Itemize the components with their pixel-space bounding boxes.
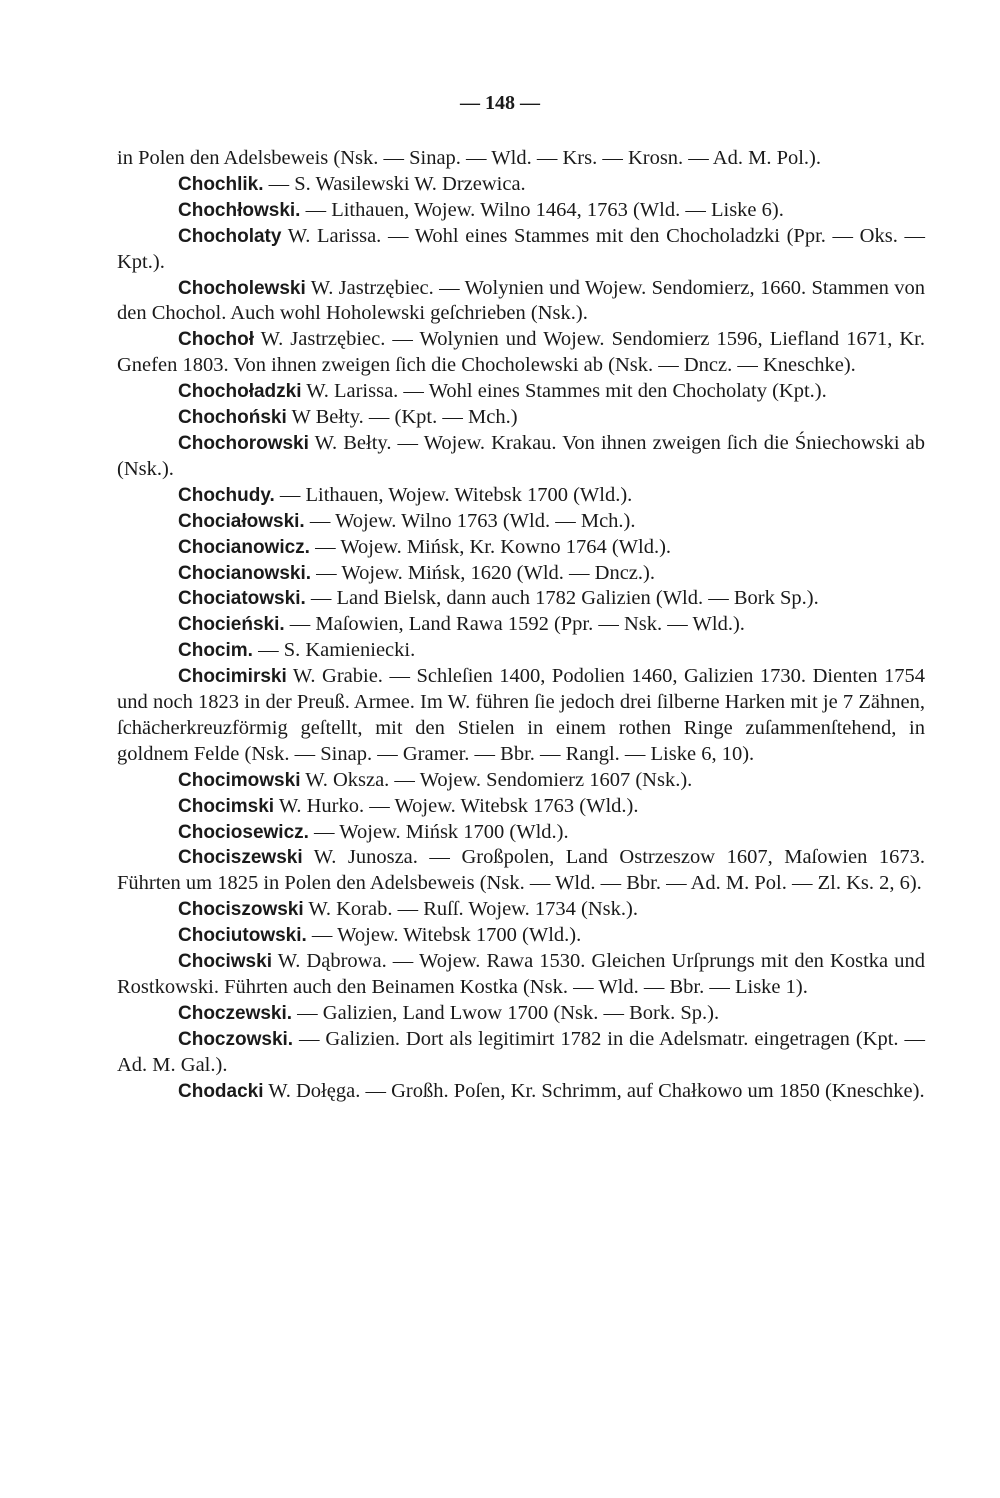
entry-text: W. Jastrzębiec. — Wolynien und Wojew. Sendomierz, 1660. Stammen von den Chochol. Auch wohl Hoholewski geſchrieben (Nsk.). xyxy=(117,276,925,325)
entry xyxy=(117,146,925,172)
entry-name: Chociutowski. xyxy=(178,925,307,947)
entry-name: Chociosewicz. xyxy=(178,821,309,843)
entry-name: Chocim. xyxy=(178,640,253,662)
entry-text: W. Dąbrowa. — Wojew. Rawa 1530. Gleichen Urſprungs mit den Kostka und Rostkowski. Führten auch den Beinamen Kostka (Nsk. — Wld. — Bbr. — Liske 1). xyxy=(117,950,925,998)
page-number: — 148 — xyxy=(460,92,540,114)
entry xyxy=(117,509,925,535)
entry xyxy=(117,405,925,431)
entry-text: W Bełty. — (Kpt. — Mch.) xyxy=(286,406,518,429)
entry-text: W. Jastrzębiec. — Wolynien und Wojew. Sendomierz 1596, Liefland 1671, Kr. Gnefen 1803. Von ihnen zweigen ſich die Chocholewski ab (Nsk. — Dncz. — Kneschke). xyxy=(117,328,925,377)
entry-name: Chochoł xyxy=(178,329,254,351)
entry xyxy=(117,768,925,794)
entry-name: Choczowski. xyxy=(178,1028,294,1050)
entry xyxy=(117,1079,925,1105)
entry-name: Chociszowski xyxy=(178,899,304,921)
entry xyxy=(117,561,925,587)
entry-text: W. Korab. — Ruſſ. Wojew. 1734 (Nsk.). xyxy=(303,898,638,921)
entry-name: Chodacki xyxy=(178,1080,264,1102)
entry-text: — Lithauen, Wojew. Witebsk 1700 (Wld.). xyxy=(274,483,633,506)
entry xyxy=(117,897,925,923)
entry-text: W. Hurko. — Wojew. Witebsk 1763 (Wld.). xyxy=(274,794,639,817)
entry xyxy=(117,535,925,561)
entry-name: Chocholaty xyxy=(178,225,282,247)
entry xyxy=(117,664,925,768)
entry xyxy=(117,638,925,664)
entry-text: — S. Kamieniecki. xyxy=(252,639,416,662)
entry-text: — Lithauen, Wojew. Wilno 1464, 1763 (Wld. — Liske 6). xyxy=(300,198,784,221)
armorial-text xyxy=(117,146,925,1105)
entry-text: — Land Bielsk, dann auch 1782 Galizien (Wld. — Bork Sp.). xyxy=(305,587,819,610)
entry-text: — Maſowien, Land Rawa 1592 (Ppr. — Nsk. — Wld.). xyxy=(284,613,745,636)
entry xyxy=(117,586,925,612)
entry-name: Chociszewski xyxy=(178,847,303,869)
entry xyxy=(117,820,925,846)
entry-text: — Wojew. Mińsk, Kr. Kowno 1764 (Wld.). xyxy=(309,535,672,558)
entry-name: Chocianowicz. xyxy=(178,536,310,558)
entry xyxy=(117,845,925,897)
entry xyxy=(117,923,925,949)
entry-text: — Wojew. Witebsk 1700 (Wld.). xyxy=(306,924,582,947)
entry-text: W. Junosza. — Großpolen, Land Ostrzeszow 1607, Maſowien 1673. Führten um 1825 in Polen den Adelsbeweis (Nsk. — Wld. — Bbr. — Ad. M. Pol. — Zl. Ks. 2, 6). xyxy=(117,846,925,895)
entry-text: W. Oksza. — Wojew. Sendomierz 1607 (Nsk.). xyxy=(300,768,693,791)
entry-name: Chocimski xyxy=(178,795,275,817)
entry-text: W. Larissa. — Wohl eines Stammes mit den Chocholadzki (Ppr. — Oks. — Kpt.). xyxy=(117,224,925,273)
entry-name: Chochoński xyxy=(178,407,287,429)
entry xyxy=(117,276,925,328)
entry xyxy=(117,224,925,276)
entry-text: — Wojew. Mińsk 1700 (Wld.). xyxy=(308,820,569,843)
entry-name: Chochudy. xyxy=(178,484,275,506)
entry xyxy=(117,949,925,1001)
entry-text: W. Bełty. — Wojew. Krakau. Von ihnen zweigen ſich die Śniechowski ab (Nsk.). xyxy=(117,431,925,480)
entry xyxy=(117,431,925,483)
entry-text: W. Grabie. — Schleſien 1400, Podolien 1460, Galizien 1730. Dienten 1754 und noch 1823 in der Preuß. Armee. Im W. führen ſie jedoch drei ſilberne Harken mit je 7 Zähnen, ſchächerkreuzförmig geſtellt, mit den Stielen in einem rothen Ringe zuſammenſtehend, in goldnem Felde (Nsk. — Sinap. — Gramer. — Bbr. — Rangl. — Liske 6, 10). xyxy=(117,665,925,765)
entry xyxy=(117,1027,925,1079)
entry-name: Chociwski xyxy=(178,951,272,973)
entry-text: — Galizien, Land Lwow 1700 (Nsk. — Bork. Sp.). xyxy=(292,1001,720,1024)
entry xyxy=(117,379,925,405)
entry-text: — Galizien. Dort als legitimirt 1782 in die Adelsmatr. eingetragen (Kpt. — Ad. M. Gal.). xyxy=(117,1027,925,1076)
entry-name: Chociatowski. xyxy=(178,588,306,610)
entry-name: Chochoładzki xyxy=(178,381,302,403)
entry-text: — Wojew. Mińsk, 1620 (Wld. — Dncz.). xyxy=(311,561,655,584)
entry-text: — S. Wasilewski W. Drzewica. xyxy=(263,172,526,195)
entry xyxy=(117,1001,925,1027)
entry-name: Chocianowski. xyxy=(178,562,312,584)
entry xyxy=(117,483,925,509)
entry-name: Choczewski. xyxy=(178,1002,293,1024)
entry-name: Chocimowski xyxy=(178,769,301,791)
entry-name: Chocieński. xyxy=(178,614,285,636)
entry-name: Chocholewski xyxy=(178,277,306,299)
entry-text: W. Dołęga. — Großh. Poſen, Kr. Schrimm, auf Chałkowo um 1850 (Kneschke). xyxy=(263,1079,925,1102)
entry-name: Chociałowski. xyxy=(178,510,305,532)
entry-name: Chochłowski. xyxy=(178,199,301,221)
entry xyxy=(117,198,925,224)
entry-name: Chochlik. xyxy=(178,173,264,195)
entry xyxy=(117,612,925,638)
entry-name: Chocimirski xyxy=(178,666,287,688)
entry xyxy=(117,327,925,379)
entry xyxy=(117,794,925,820)
entry-text: W. Larissa. — Wohl eines Stammes mit den Chocholaty (Kpt.). xyxy=(301,380,827,403)
entry xyxy=(117,172,925,198)
entry-text: — Wojew. Wilno 1763 (Wld. — Mch.). xyxy=(304,509,636,532)
entry-text: in Polen den Adelsbeweis (Nsk. — Sinap. — Wld. — Krs. — Krosn. — Ad. M. Pol.). xyxy=(117,147,822,169)
entry-name: Chochorowski xyxy=(178,432,309,454)
